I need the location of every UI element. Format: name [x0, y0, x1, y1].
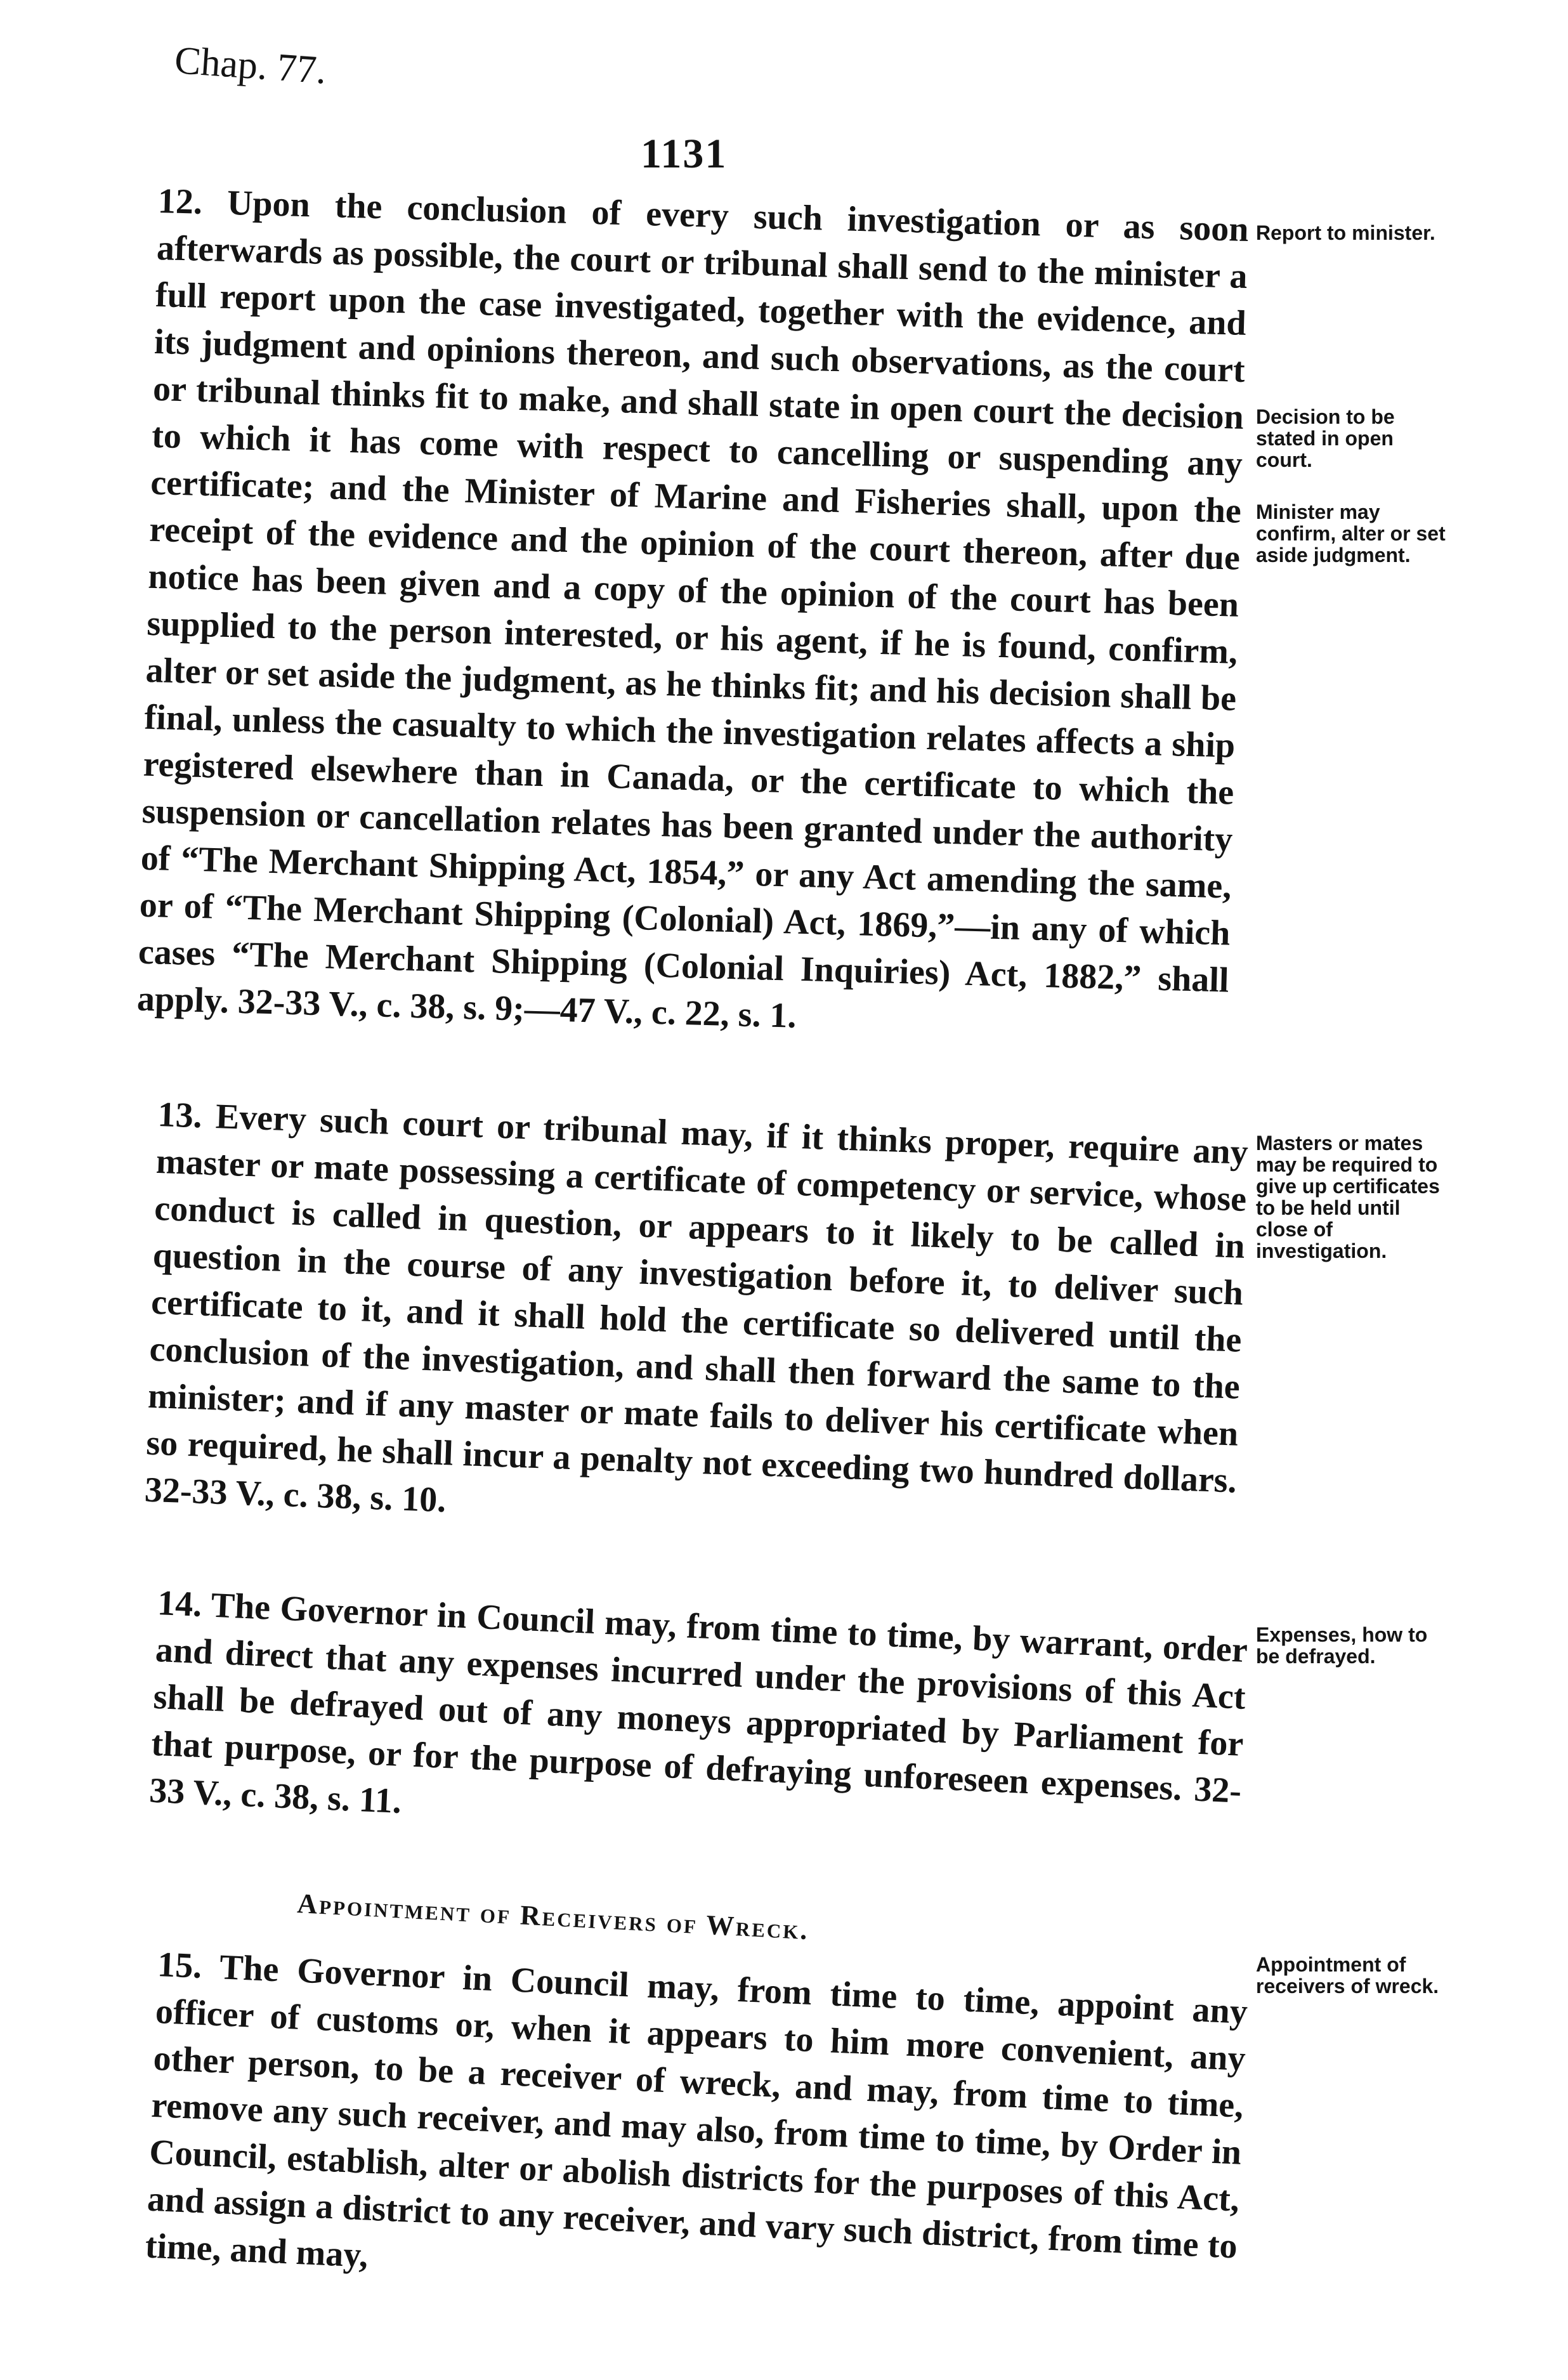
page-number: 1131	[641, 131, 728, 177]
section-15	[144, 1941, 1248, 2317]
section-text: Every such court or tribunal may, if it thinks proper, require any master or mate possessing a certificate of competency or service, whose conduct is called in question, or appears to it likely to be called in question in the course of any investigation before it, to deliver such certificate to it, and it shall hold the certificate so delivered until the conclusion of the investigation, and shall then forward the same to the minister; and if any master or mate fails to deliver his certificate when so required, he shall incur a penalty not exceeding two hundred dollars. 32-33 V., c. 38, s. 10.	[143, 1097, 1249, 1520]
margin-note-decision: Decision to be stated in open court.	[1256, 405, 1395, 471]
section-number: 14.	[157, 1583, 203, 1625]
margin-note-appointment: Appointment of receivers of wreck.	[1256, 1953, 1439, 1998]
section-14	[148, 1579, 1249, 1862]
section-13	[144, 1091, 1249, 1552]
margin-note-report: Report to minister.	[1256, 221, 1435, 244]
section-text: Upon the conclusion of every such investigation or as soon afterwards as possible, the court or tribunal shall send to the minister a full report upon the case investigated, together with the evidence, and its judgment and opinions thereon, and such observations, as the court or tribunal thinks fit to make, and shall state in open court the decision to which it has come with respect to cancelling or suspending any certificate; and the Minister of Marine and Fisheries shall, upon the receipt of the evidence and the opinion of the court thereon, after due notice has been given and a copy of the opinion of the court has been supplied to the person interested, or his agent, if he is found, confirm, alter or set aside the judgment, as he thinks fit; and his decision shall be final, unless the casualty to which the investigation relates affects a ship registered elsewhere than in Canada, or the certificate to which the suspension or cancellation relates has been granted under the authority of “The Merchant Shipping Act, 1854,” or any Act amending the same, or of “The Merchant Shipping (Colonial) Act, 1869,”—in any of which cases “The Merchant Shipping (Colonial Inquiries) Act, 1882,” shall apply. 32-33 V., c. 38, s. 9;—47 V., c. 22, s. 1.	[136, 183, 1250, 1036]
chapter-label: Chap. 77.	[173, 38, 328, 93]
section-number: 15.	[157, 1944, 203, 1986]
section-text: The Governor in Council may, from time to time, by warrant, order and direct that any expenses incurred under the provisions of this Act shall be defrayed out of any moneys appropriated by Parliament for that purpose, or for the purpose of defraying unforeseen expenses. 32-33 V., c. 38, s. 11.	[148, 1585, 1249, 1822]
section-number: 12.	[157, 181, 203, 222]
margin-note-masters: Masters or mates may be required to give up certificates to be held until close of investigation.	[1256, 1132, 1440, 1262]
section-number: 13.	[157, 1094, 203, 1136]
section-heading: Appointment of Receivers of Wreck.	[296, 1887, 810, 1946]
margin-note-minister: Minister may confirm, alter or set aside judgment.	[1256, 500, 1446, 566]
section-text: The Governor in Council may, from time to time, appoint any officer of customs or, when it appears to him more convenient, any other person, to be a receiver of wreck, and may, from time to time, remove any such receiver, and may also, from time to time, by Order in Council, establish, alter or abolish districts for the purposes of this Act, and assign a district to any receiver, and vary such district, from time to time, and may,	[144, 1947, 1249, 2275]
margin-note-expenses: Expenses, how to be defrayed.	[1256, 1623, 1428, 1668]
section-12	[136, 178, 1249, 1051]
